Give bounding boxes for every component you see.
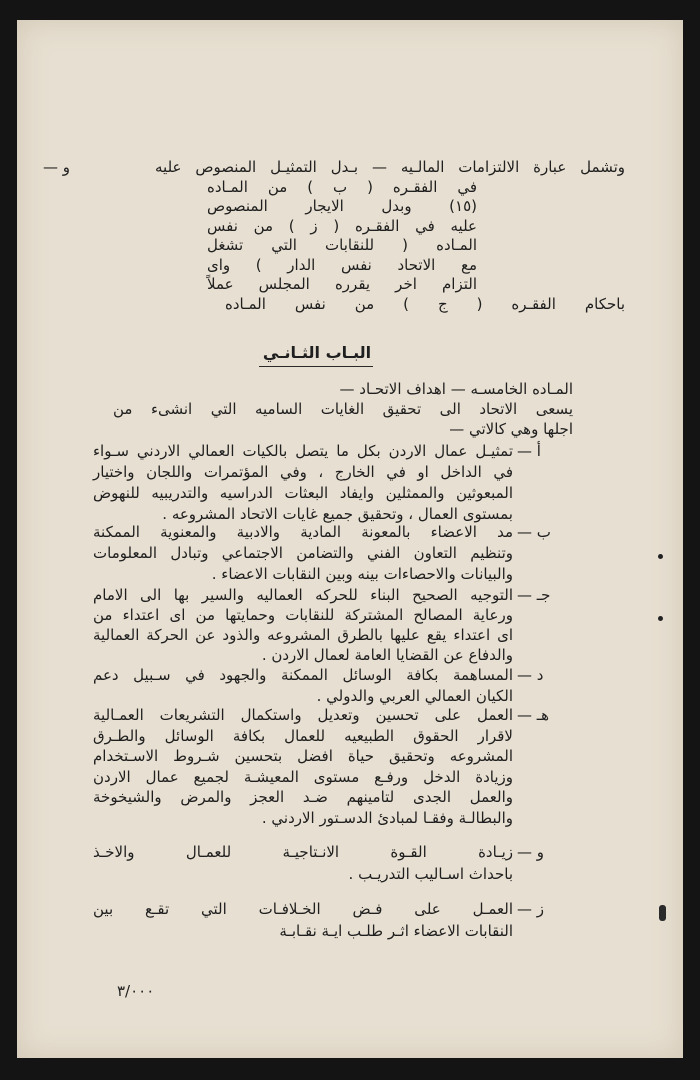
item-line: والبيانات والاحصاءات بينه وبين النقابات الاعضاء . [211, 565, 513, 583]
clause-w-line: مع الاتحاد نفس الدار ) واى [207, 255, 477, 274]
item-line: العمل على تحسين وتعديل واستكمال التشريعات العمـالية [93, 706, 513, 724]
item-marker: جـ — [517, 586, 551, 604]
clause-w-line: المـاده ( للنقابات التي تشغل [207, 236, 477, 254]
item-line: وتنظيم التعاون الفني والتضامن الاجتماعي وتبادل المعلومات [93, 544, 513, 562]
item-marker: د — [517, 666, 544, 684]
article-heading: المـاده الخامسـه — اهداف الاتحـاد — [339, 380, 573, 398]
item-line: النقابات الاعضاء اثـر طلـب ايـة نقـابـة [279, 922, 513, 940]
item-line: تمثيـل عمال الاردن بكل ما يتصل بالكيات العمالي الاردني سـواء [93, 442, 513, 460]
intro-line: اجلها وهي كالاتي — [449, 420, 573, 438]
item-line: مد الاعضاء بالمعونة المادية والادبية والمعنوية الممكنة [93, 523, 513, 541]
item-line: باحداث اسـاليب التدريـب . [348, 865, 513, 883]
clause-w-line: (١٥) وبدل الايجار المنصوص [207, 197, 477, 215]
item-line: والدفاع عن القضايا العامة لعمال الاردن . [261, 646, 513, 664]
item-line: زيـادة القـوة الانـتاجيـة للعمـال والاخـذ [93, 843, 513, 861]
page-number: ٣/٠٠٠ [117, 982, 155, 1000]
item-line: ورعاية المصالح المشتركة للنقابات وحمايتها من اى اعتداء من [93, 606, 513, 624]
margin-dot [658, 616, 663, 621]
document-page [17, 20, 683, 1058]
title-underline [259, 366, 373, 367]
section-title: البـاب الثـانـي [262, 343, 372, 362]
item-line: والعمل الجدى لتامينهم ضـد العجز والمرض والشيخوخة [93, 788, 513, 806]
item-line: والبطالـة وفقـا لمبادئ الدسـتور الاردني . [261, 808, 513, 827]
item-line: وزيادة الدخل ورفـع مستوى المعيشـة لجميع عمال الاردن [93, 767, 513, 786]
item-marker: هـ — [517, 706, 550, 724]
item-line: الكيان العمالي العربي والدولي . [316, 687, 513, 705]
item-marker: ز — [517, 900, 545, 918]
item-line: المشروعه وتحقيق حياة افضل بتحسين شـروط الاسـتخدام [93, 747, 513, 765]
item-line: في الداخل او في الخارج ، وفي المؤتمرات واللجان واختيار [93, 463, 513, 481]
item-marker: أ — [517, 442, 541, 460]
clause-w-line: وتشمل عبارة الالتزامات المالـيه — بـدل التمثيـل المنصوص عليه [155, 158, 625, 176]
margin-dot [658, 554, 663, 559]
item-line: لاقرار الحقوق الطبيعيه للعمال بكافة الوسائل والطـرق [93, 726, 513, 745]
intro-line: يسعى الاتحاد الى تحقيق الغايات الساميه التي انشىء من [113, 400, 573, 418]
item-line: التوجيه الصحيح البناء للحركه العماليه والسير بها الى الامام [93, 586, 513, 604]
item-line: بمستوى العمال ، وتحقيق جميع غايات الاتحاد المشروعه . [162, 505, 513, 523]
clause-w-line: التزام اخر يقرره المجلس عملاً [207, 275, 477, 293]
item-line: اى اعتداء يقع عليها بالطرق المشروعه والذود عن الحركة العمالية [93, 626, 513, 644]
clause-w-line: في الفقـره ( ب ) من المـاده [207, 177, 477, 196]
clause-w-line: باحكام الفقـره ( ج ) من نفس المـاده [225, 294, 625, 313]
item-line: المبعوثين والممثلين وايفاد البعثات الدراسيه والتدريبيه للنهوض [93, 484, 513, 502]
item-line: المساهمة بكافة الوسائل الممكنة والجهود في سـبيل دعم [93, 666, 513, 684]
binder-hole [659, 905, 666, 921]
clause-w-marker: و — [43, 158, 71, 176]
clause-w-line: عليه في الفقـره ( ز ) من نفس [207, 216, 477, 235]
item-marker: و — [517, 843, 545, 861]
item-line: العمـل على فـض الخـلافـات التي تقـع بين [93, 900, 513, 918]
item-marker: ب — [517, 523, 551, 541]
